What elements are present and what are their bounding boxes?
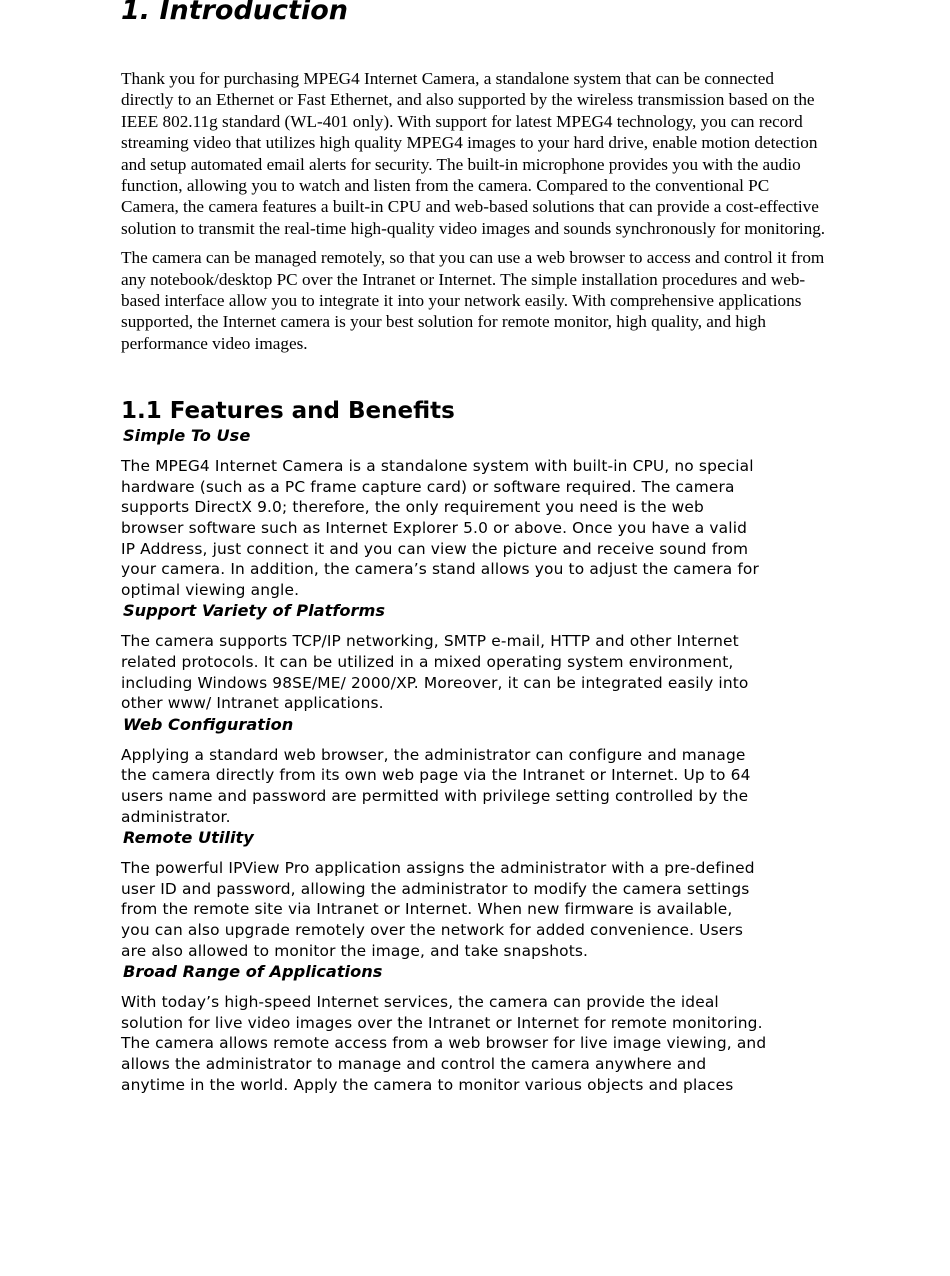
feature-text-applications: With today’s high-speed Internet services, the camera can provide the ideal solution for live video images over the Intranet or Internet for remote monitoring. The camera allows remote access from a web browser for live image viewing, and allows the administrator to manage and control the camera anywhere and anytime in the world. Apply the camera to monitor various objects and places [121, 993, 767, 1094]
intro-paragraph-1: Thank you for purchasing MPEG4 Internet Camera, a standalone system that can be connected directly to an Ethernet or Fast Ethernet, and also supported by the wireless transmission based on the IEEE 802.11g standard (WL-401 only). With support for latest MPEG4 technology, you can record streaming video that utilizes high quality MPEG4 images to your hard drive, enable motion detection and setup automated email alerts for security. The built-in microphone provides you with the audio function, allowing you to watch and listen from the camera. Compared to the conventional PC Camera, the camera features a built-in CPU and web-based solutions that can provide a cost-effective solution to transmit the real-time high-quality video images and sounds synchronously for monitoring. [121, 69, 826, 238]
feature-text-simple-to-use: The MPEG4 Internet Camera is a standalone system with built-in CPU, no special hardware (such as a PC frame capture card) or software required. The camera supports DirectX 9.0; therefore, the only requirement you need is the web browser software such as Internet Explorer 5.0 or above. Once you have a valid IP Address, just connect it and you can view the picture and receive sound from your camera. In addition, the camera’s stand allows you to adjust the camera for optimal viewing angle. [121, 457, 759, 599]
feature-heading-web-configuration: Web Configuration [123, 714, 294, 734]
feature-heading-remote-utility: Remote Utility [123, 828, 254, 848]
feature-heading-simple-to-use: Simple To Use [123, 426, 251, 446]
feature-heading-applications: Broad Range of Applications [123, 962, 383, 982]
feature-heading-platforms: Support Variety of Platforms [123, 601, 385, 621]
intro-paragraph-2: The camera can be managed remotely, so that you can use a web browser to access and control it from any notebook/desktop PC over the Intranet or Internet. The simple installation procedures and web-based interface allow you to integrate it into your network easily. With comprehensive applications supported, the Internet camera is your best solution for remote monitor, high quality, and high performance video images. [121, 248, 825, 353]
feature-text-remote-utility: The powerful IPView Pro application assigns the administrator with a pre-defined user ID and password, allowing the administrator to modify the camera settings from the remote site via Intranet or Internet. When new firmware is available, you can also upgrade remotely over the network for added convenience. Users are also allowed to monitor the image, and take snapshots. [121, 859, 755, 960]
section-title: 1.1 Features and Benefits [121, 398, 455, 425]
document-page [121, 0, 826, 1095]
chapter-title: 1. Introduction [121, 0, 348, 26]
feature-text-web-configuration: Applying a standard web browser, the administrator can configure and manage the camera directly from its own web page via the Intranet or Internet. Up to 64 users name and password are permitted with privilege setting controlled by the administrator. [121, 745, 751, 826]
feature-text-platforms: The camera supports TCP/IP networking, SMTP e-mail, HTTP and other Internet related protocols. It can be utilized in a mixed operating system environment, including Windows 98SE/ME/ 2000/XP. Moreover, it can be integrated easily into other www/ Intranet applications. [121, 632, 749, 713]
